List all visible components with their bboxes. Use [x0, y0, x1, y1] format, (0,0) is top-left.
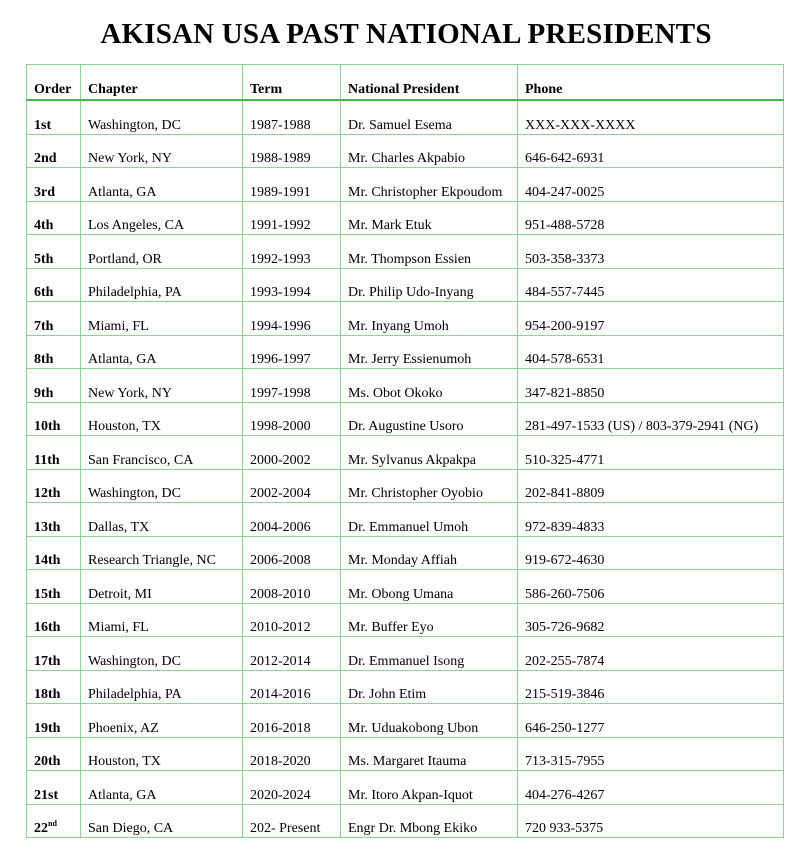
term-cell: 1993-1994 [243, 268, 341, 302]
table-row [27, 536, 784, 570]
phone-cell: 503-358-3373 [518, 235, 784, 269]
phone-cell: 919-672-4630 [518, 536, 784, 570]
header-row [27, 65, 784, 101]
phone-cell: 720 933-5375 [518, 804, 784, 838]
order-cell: 11th [27, 436, 81, 470]
president-cell: Mr. Obong Umana [341, 570, 518, 604]
chapter-cell: New York, NY [81, 134, 243, 168]
order-cell: 13th [27, 503, 81, 537]
header-term: Term [243, 65, 341, 101]
header-chapter: Chapter [81, 65, 243, 101]
table-row [27, 737, 784, 771]
phone-cell: 281-497-1533 (US) / 803-379-2941 (NG) [518, 402, 784, 436]
order-cell: 1st [27, 100, 81, 134]
chapter-cell: Miami, FL [81, 302, 243, 336]
term-cell: 1996-1997 [243, 335, 341, 369]
term-cell: 2020-2024 [243, 771, 341, 805]
phone-cell: 404-247-0025 [518, 168, 784, 202]
table-row [27, 100, 784, 134]
term-cell: 2012-2014 [243, 637, 341, 671]
chapter-cell: Washington, DC [81, 637, 243, 671]
order-cell: 7th [27, 302, 81, 336]
president-cell: Dr. Augustine Usoro [341, 402, 518, 436]
order-cell: 21st [27, 771, 81, 805]
term-cell: 1991-1992 [243, 201, 341, 235]
president-cell: Mr. Monday Affiah [341, 536, 518, 570]
chapter-cell: Dallas, TX [81, 503, 243, 537]
order-cell [27, 804, 81, 838]
term-cell: 2002-2004 [243, 469, 341, 503]
phone-cell: 713-315-7955 [518, 737, 784, 771]
chapter-cell: Washington, DC [81, 100, 243, 134]
term-cell: 202- Present [243, 804, 341, 838]
term-cell: 2016-2018 [243, 704, 341, 738]
table-row [27, 704, 784, 738]
chapter-cell: Houston, TX [81, 402, 243, 436]
order-cell: 12th [27, 469, 81, 503]
presidents-table [26, 64, 784, 838]
phone-cell: 305-726-9682 [518, 603, 784, 637]
phone-cell: 404-276-4267 [518, 771, 784, 805]
phone-cell: 484-557-7445 [518, 268, 784, 302]
order-cell: 10th [27, 402, 81, 436]
order-cell: 17th [27, 637, 81, 671]
phone-cell: 510-325-4771 [518, 436, 784, 470]
table-header [27, 65, 784, 101]
phone-cell: 215-519-3846 [518, 670, 784, 704]
phone-cell: XXX-XXX-XXXX [518, 100, 784, 134]
order-cell: 6th [27, 268, 81, 302]
term-cell: 2014-2016 [243, 670, 341, 704]
chapter-cell: San Diego, CA [81, 804, 243, 838]
president-cell: Mr. Christopher Ekpoudom [341, 168, 518, 202]
term-cell: 1998-2000 [243, 402, 341, 436]
order-cell: 16th [27, 603, 81, 637]
order-number: 22 [34, 821, 48, 836]
chapter-cell: New York, NY [81, 369, 243, 403]
president-cell: Mr. Mark Etuk [341, 201, 518, 235]
president-cell: Ms. Obot Okoko [341, 369, 518, 403]
president-cell: Mr. Inyang Umoh [341, 302, 518, 336]
president-cell: Engr Dr. Mbong Ekiko [341, 804, 518, 838]
term-cell: 1994-1996 [243, 302, 341, 336]
chapter-cell: Detroit, MI [81, 570, 243, 604]
chapter-cell: Miami, FL [81, 603, 243, 637]
table-row [27, 335, 784, 369]
table-row [27, 369, 784, 403]
president-cell: Dr. Emmanuel Isong [341, 637, 518, 671]
president-cell: Mr. Buffer Eyo [341, 603, 518, 637]
term-cell: 1987-1988 [243, 100, 341, 134]
table-row [27, 402, 784, 436]
term-cell: 2008-2010 [243, 570, 341, 604]
order-cell: 14th [27, 536, 81, 570]
phone-cell: 954-200-9197 [518, 302, 784, 336]
order-cell: 2nd [27, 134, 81, 168]
president-cell: Mr. Christopher Oyobio [341, 469, 518, 503]
table-row [27, 670, 784, 704]
header-order: Order [27, 65, 81, 101]
order-cell: 18th [27, 670, 81, 704]
term-cell: 1997-1998 [243, 369, 341, 403]
chapter-cell: Atlanta, GA [81, 771, 243, 805]
phone-cell: 202-255-7874 [518, 637, 784, 671]
table-row [27, 804, 784, 838]
chapter-cell: Phoenix, AZ [81, 704, 243, 738]
chapter-cell: Research Triangle, NC [81, 536, 243, 570]
order-suffix: nd [48, 819, 57, 828]
order-cell: 20th [27, 737, 81, 771]
president-cell: Dr. Samuel Esema [341, 100, 518, 134]
phone-cell: 404-578-6531 [518, 335, 784, 369]
term-cell: 2000-2002 [243, 436, 341, 470]
page-title: AKISAN USA PAST NATIONAL PRESIDENTS [100, 18, 712, 50]
president-cell: Mr. Sylvanus Akpakpa [341, 436, 518, 470]
table-row [27, 302, 784, 336]
chapter-cell: Portland, OR [81, 235, 243, 269]
phone-cell: 202-841-8809 [518, 469, 784, 503]
president-cell: Mr. Uduakobong Ubon [341, 704, 518, 738]
order-cell: 15th [27, 570, 81, 604]
president-cell: Mr. Jerry Essienumoh [341, 335, 518, 369]
term-cell: 1989-1991 [243, 168, 341, 202]
term-cell: 2018-2020 [243, 737, 341, 771]
phone-cell: 646-250-1277 [518, 704, 784, 738]
chapter-cell: Atlanta, GA [81, 168, 243, 202]
chapter-cell: Houston, TX [81, 737, 243, 771]
chapter-cell: San Francisco, CA [81, 436, 243, 470]
phone-cell: 951-488-5728 [518, 201, 784, 235]
term-cell: 2006-2008 [243, 536, 341, 570]
chapter-cell: Los Angeles, CA [81, 201, 243, 235]
term-cell: 2004-2006 [243, 503, 341, 537]
phone-cell: 586-260-7506 [518, 570, 784, 604]
table-row [27, 168, 784, 202]
phone-cell: 347-821-8850 [518, 369, 784, 403]
header-national-president: National President [341, 65, 518, 101]
table-body [27, 100, 784, 838]
chapter-cell: Philadelphia, PA [81, 670, 243, 704]
term-cell: 1992-1993 [243, 235, 341, 269]
term-cell: 2010-2012 [243, 603, 341, 637]
order-cell: 9th [27, 369, 81, 403]
president-cell: Dr. Emmanuel Umoh [341, 503, 518, 537]
order-cell: 8th [27, 335, 81, 369]
table-row [27, 637, 784, 671]
table-row [27, 570, 784, 604]
term-cell: 1988-1989 [243, 134, 341, 168]
chapter-cell: Philadelphia, PA [81, 268, 243, 302]
phone-cell: 972-839-4833 [518, 503, 784, 537]
president-cell: Mr. Thompson Essien [341, 235, 518, 269]
president-cell: Dr. John Etim [341, 670, 518, 704]
order-cell: 3rd [27, 168, 81, 202]
table-row [27, 235, 784, 269]
table-row [27, 436, 784, 470]
table-row [27, 469, 784, 503]
president-cell: Dr. Philip Udo-Inyang [341, 268, 518, 302]
table-row [27, 268, 784, 302]
order-cell: 5th [27, 235, 81, 269]
table-row [27, 503, 784, 537]
chapter-cell: Washington, DC [81, 469, 243, 503]
chapter-cell: Atlanta, GA [81, 335, 243, 369]
president-cell: Mr. Itoro Akpan-Iquot [341, 771, 518, 805]
president-cell: Ms. Margaret Itauma [341, 737, 518, 771]
order-cell: 4th [27, 201, 81, 235]
phone-cell: 646-642-6931 [518, 134, 784, 168]
president-cell: Mr. Charles Akpabio [341, 134, 518, 168]
table-row [27, 603, 784, 637]
order-cell: 19th [27, 704, 81, 738]
header-phone: Phone [518, 65, 784, 101]
table-row [27, 771, 784, 805]
table-row [27, 201, 784, 235]
table-row [27, 134, 784, 168]
